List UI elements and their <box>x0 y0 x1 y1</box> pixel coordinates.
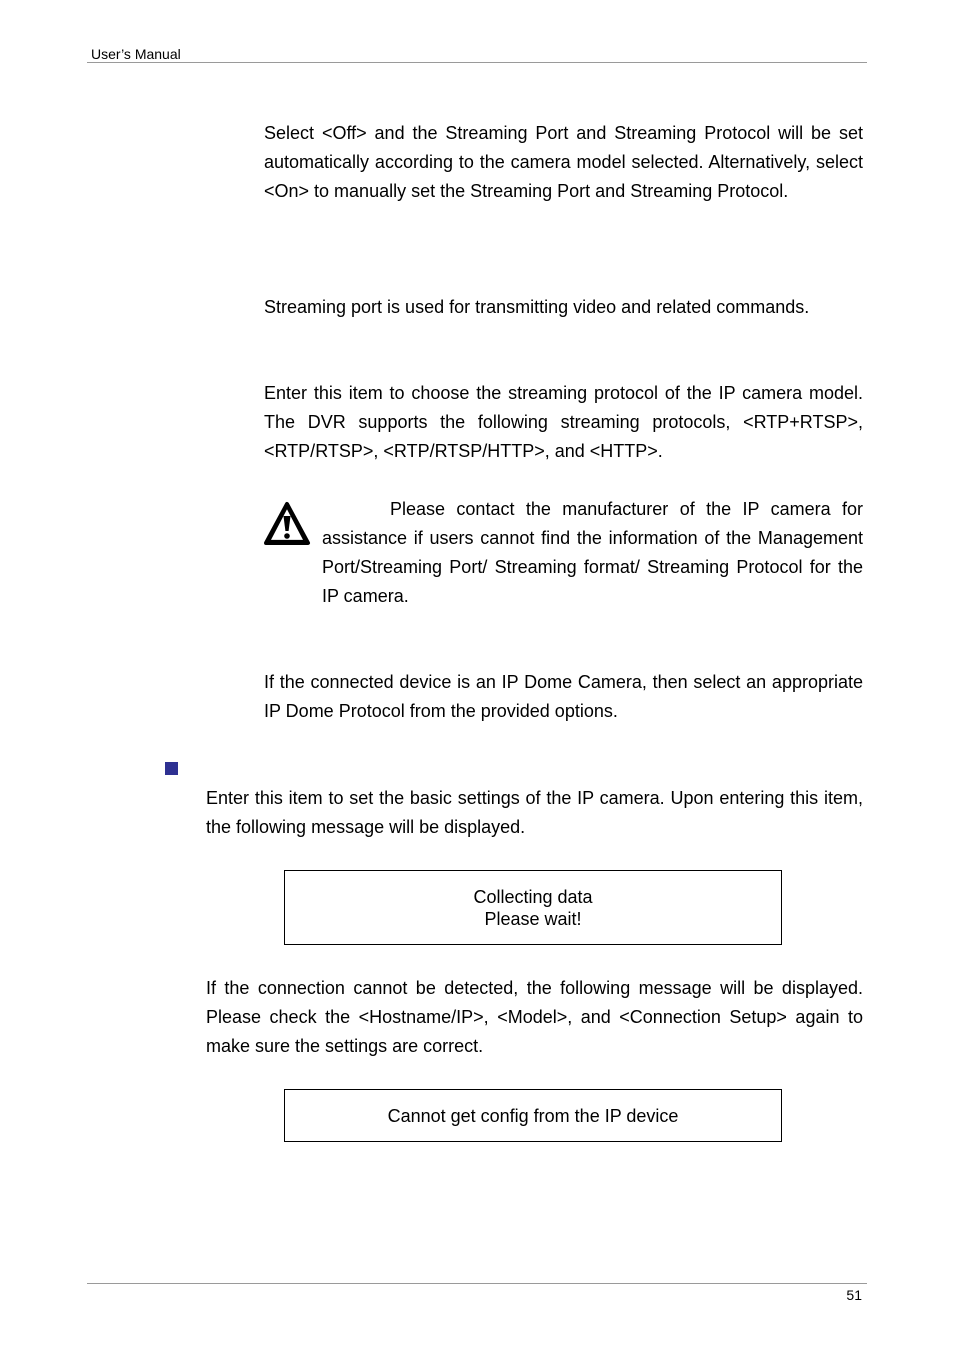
warning-icon <box>263 501 311 547</box>
manual-title: User’s Manual <box>91 46 181 62</box>
streaming-port-paragraph: Streaming port is used for transmitting video and related commands. <box>264 297 810 317</box>
collecting-data-message <box>284 870 782 945</box>
streaming-protocol-paragraph: Enter this item to choose the streaming protocol of the IP camera model. The DVR supports the following streaming protocols, <RTP+RTSP>, <RTP/RTSP>, <RTP/RTSP/HTTP>, and <HTTP>. <box>264 383 863 461</box>
caution-text: Please contact the manufacturer of the IP camera for assistance if users cannot find the information of the Management Port/Streaming Port/ Streaming format/ Streaming Protocol for the IP camera. <box>322 499 863 606</box>
message-text: Cannot get config from the IP device <box>387 1105 679 1126</box>
header-rule <box>87 62 867 63</box>
cannot-get-config-message <box>284 1089 782 1142</box>
basic-settings-paragraph: Enter this item to set the basic settings of the IP camera. Upon entering this item, the following message will be displayed. <box>206 788 863 837</box>
page-number: 51 <box>846 1287 862 1303</box>
footer-rule <box>87 1283 867 1284</box>
message-line-1: Collecting data <box>473 886 593 907</box>
section-bullet <box>165 762 178 775</box>
streaming-setup-paragraph: Select <Off> and the Streaming Port and Streaming Protocol will be set automatically according to the camera model selected. Alternatively, select <On> to manually set the Streaming Port and Streaming Protocol. <box>264 123 863 201</box>
connection-failure-paragraph: If the connection cannot be detected, the following message will be displayed. Please check the <Hostname/IP>, <Model>, and <Connection Setup> again to make sure the settings are correct. <box>206 978 863 1056</box>
ip-dome-paragraph: If the connected device is an IP Dome Camera, then select an appropriate IP Dome Protocol from the provided options. <box>264 672 863 721</box>
message-line-2: Please wait! <box>484 908 582 929</box>
